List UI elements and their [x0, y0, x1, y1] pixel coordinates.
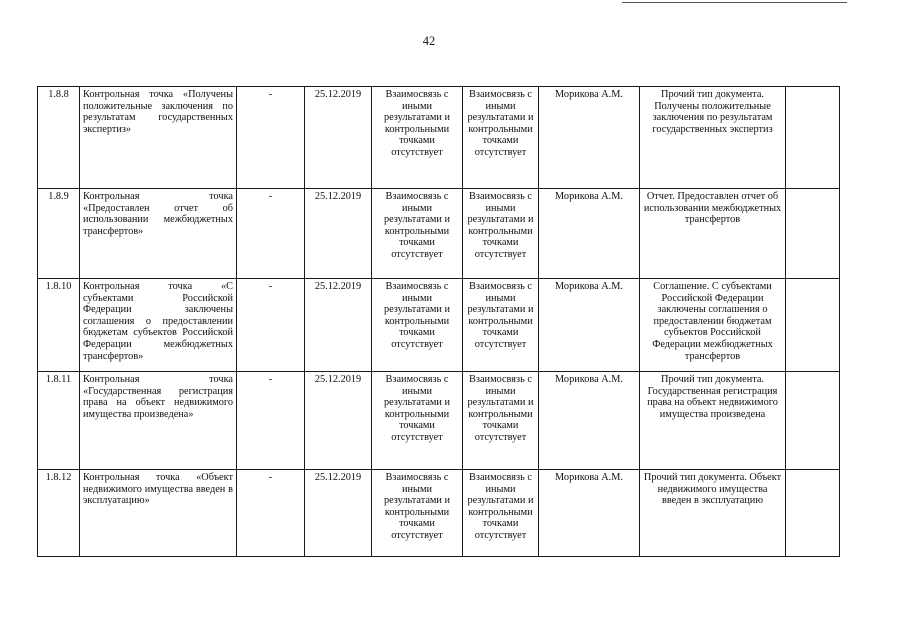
relation-points-cell: Взаимосвязь с иными результатами и контрольными точками отсутствует — [463, 279, 539, 372]
table-row — [38, 87, 840, 189]
control-point-name: Контрольная точка «С субъектами Российской Федерации заключены соглашения о предоставлении бюджетам субъектов Российской Федерации межбюджетных трансфертов» — [80, 279, 237, 372]
date-cell: 25.12.2019 — [305, 279, 372, 372]
relation-points-cell: Взаимосвязь с иными результатами и контрольными точками отсутствует — [463, 470, 539, 557]
dash-cell: - — [237, 470, 305, 557]
relation-results-cell: Взаимосвязь с иными результатами и контрольными точками отсутствует — [372, 372, 463, 470]
page-number: 42 — [422, 34, 436, 48]
relation-results-cell: Взаимосвязь с иными результатами и контрольными точками отсутствует — [372, 189, 463, 279]
date-cell: 25.12.2019 — [305, 189, 372, 279]
date-cell: 25.12.2019 — [305, 87, 372, 189]
document-cell: Соглашение. С субъектами Российской Федерации заключены соглашения о предоставлении бюджетам субъектов Российской Федерации межбюджетных трансфертов — [640, 279, 786, 372]
empty-cell — [786, 470, 840, 557]
empty-cell — [786, 279, 840, 372]
control-point-name: Контрольная точка «Государственная регистрация права на объект недвижимого имущества произведена» — [80, 372, 237, 470]
document-cell: Прочий тип документа. Получены положительные заключения по результатам государственных экспертиз — [640, 87, 786, 189]
dash-cell: - — [237, 279, 305, 372]
row-number: 1.8.9 — [38, 189, 80, 279]
row-number: 1.8.12 — [38, 470, 80, 557]
row-number: 1.8.11 — [38, 372, 80, 470]
relation-points-cell: Взаимосвязь с иными результатами и контрольными точками отсутствует — [463, 87, 539, 189]
control-point-name: Контрольная точка «Получены положительные заключения по результатам государственных экспертиз» — [80, 87, 237, 189]
empty-cell — [786, 189, 840, 279]
relation-points-cell: Взаимосвязь с иными результатами и контрольными точками отсутствует — [463, 372, 539, 470]
control-point-name: Контрольная точка «Объект недвижимого имущества введен в эксплуатацию» — [80, 470, 237, 557]
relation-results-cell: Взаимосвязь с иными результатами и контрольными точками отсутствует — [372, 279, 463, 372]
control-point-name: Контрольная точка «Предоставлен отчет об использовании межбюджетных трансфертов» — [80, 189, 237, 279]
responsible-cell: Морикова А.М. — [539, 470, 640, 557]
header-rule — [622, 2, 847, 3]
dash-cell: - — [237, 87, 305, 189]
responsible-cell: Морикова А.М. — [539, 189, 640, 279]
row-number: 1.8.8 — [38, 87, 80, 189]
document-cell: Отчет. Предоставлен отчет об использовании межбюджетных трансфертов — [640, 189, 786, 279]
document-cell: Прочий тип документа. Государственная регистрация права на объект недвижимого имущества произведена — [640, 372, 786, 470]
empty-cell — [786, 87, 840, 189]
dash-cell: - — [237, 189, 305, 279]
document-cell: Прочий тип документа. Объект недвижимого имущества введен в эксплуатацию — [640, 470, 786, 557]
responsible-cell: Морикова А.М. — [539, 372, 640, 470]
dash-cell: - — [237, 372, 305, 470]
control-points-table — [37, 86, 840, 557]
table-row — [38, 189, 840, 279]
responsible-cell: Морикова А.М. — [539, 279, 640, 372]
row-number: 1.8.10 — [38, 279, 80, 372]
relation-results-cell: Взаимосвязь с иными результатами и контрольными точками отсутствует — [372, 87, 463, 189]
relation-results-cell: Взаимосвязь с иными результатами и контрольными точками отсутствует — [372, 470, 463, 557]
date-cell: 25.12.2019 — [305, 372, 372, 470]
table-row — [38, 279, 840, 372]
relation-points-cell: Взаимосвязь с иными результатами и контрольными точками отсутствует — [463, 189, 539, 279]
table-row — [38, 470, 840, 557]
responsible-cell: Морикова А.М. — [539, 87, 640, 189]
empty-cell — [786, 372, 840, 470]
table-row — [38, 372, 840, 470]
date-cell: 25.12.2019 — [305, 470, 372, 557]
